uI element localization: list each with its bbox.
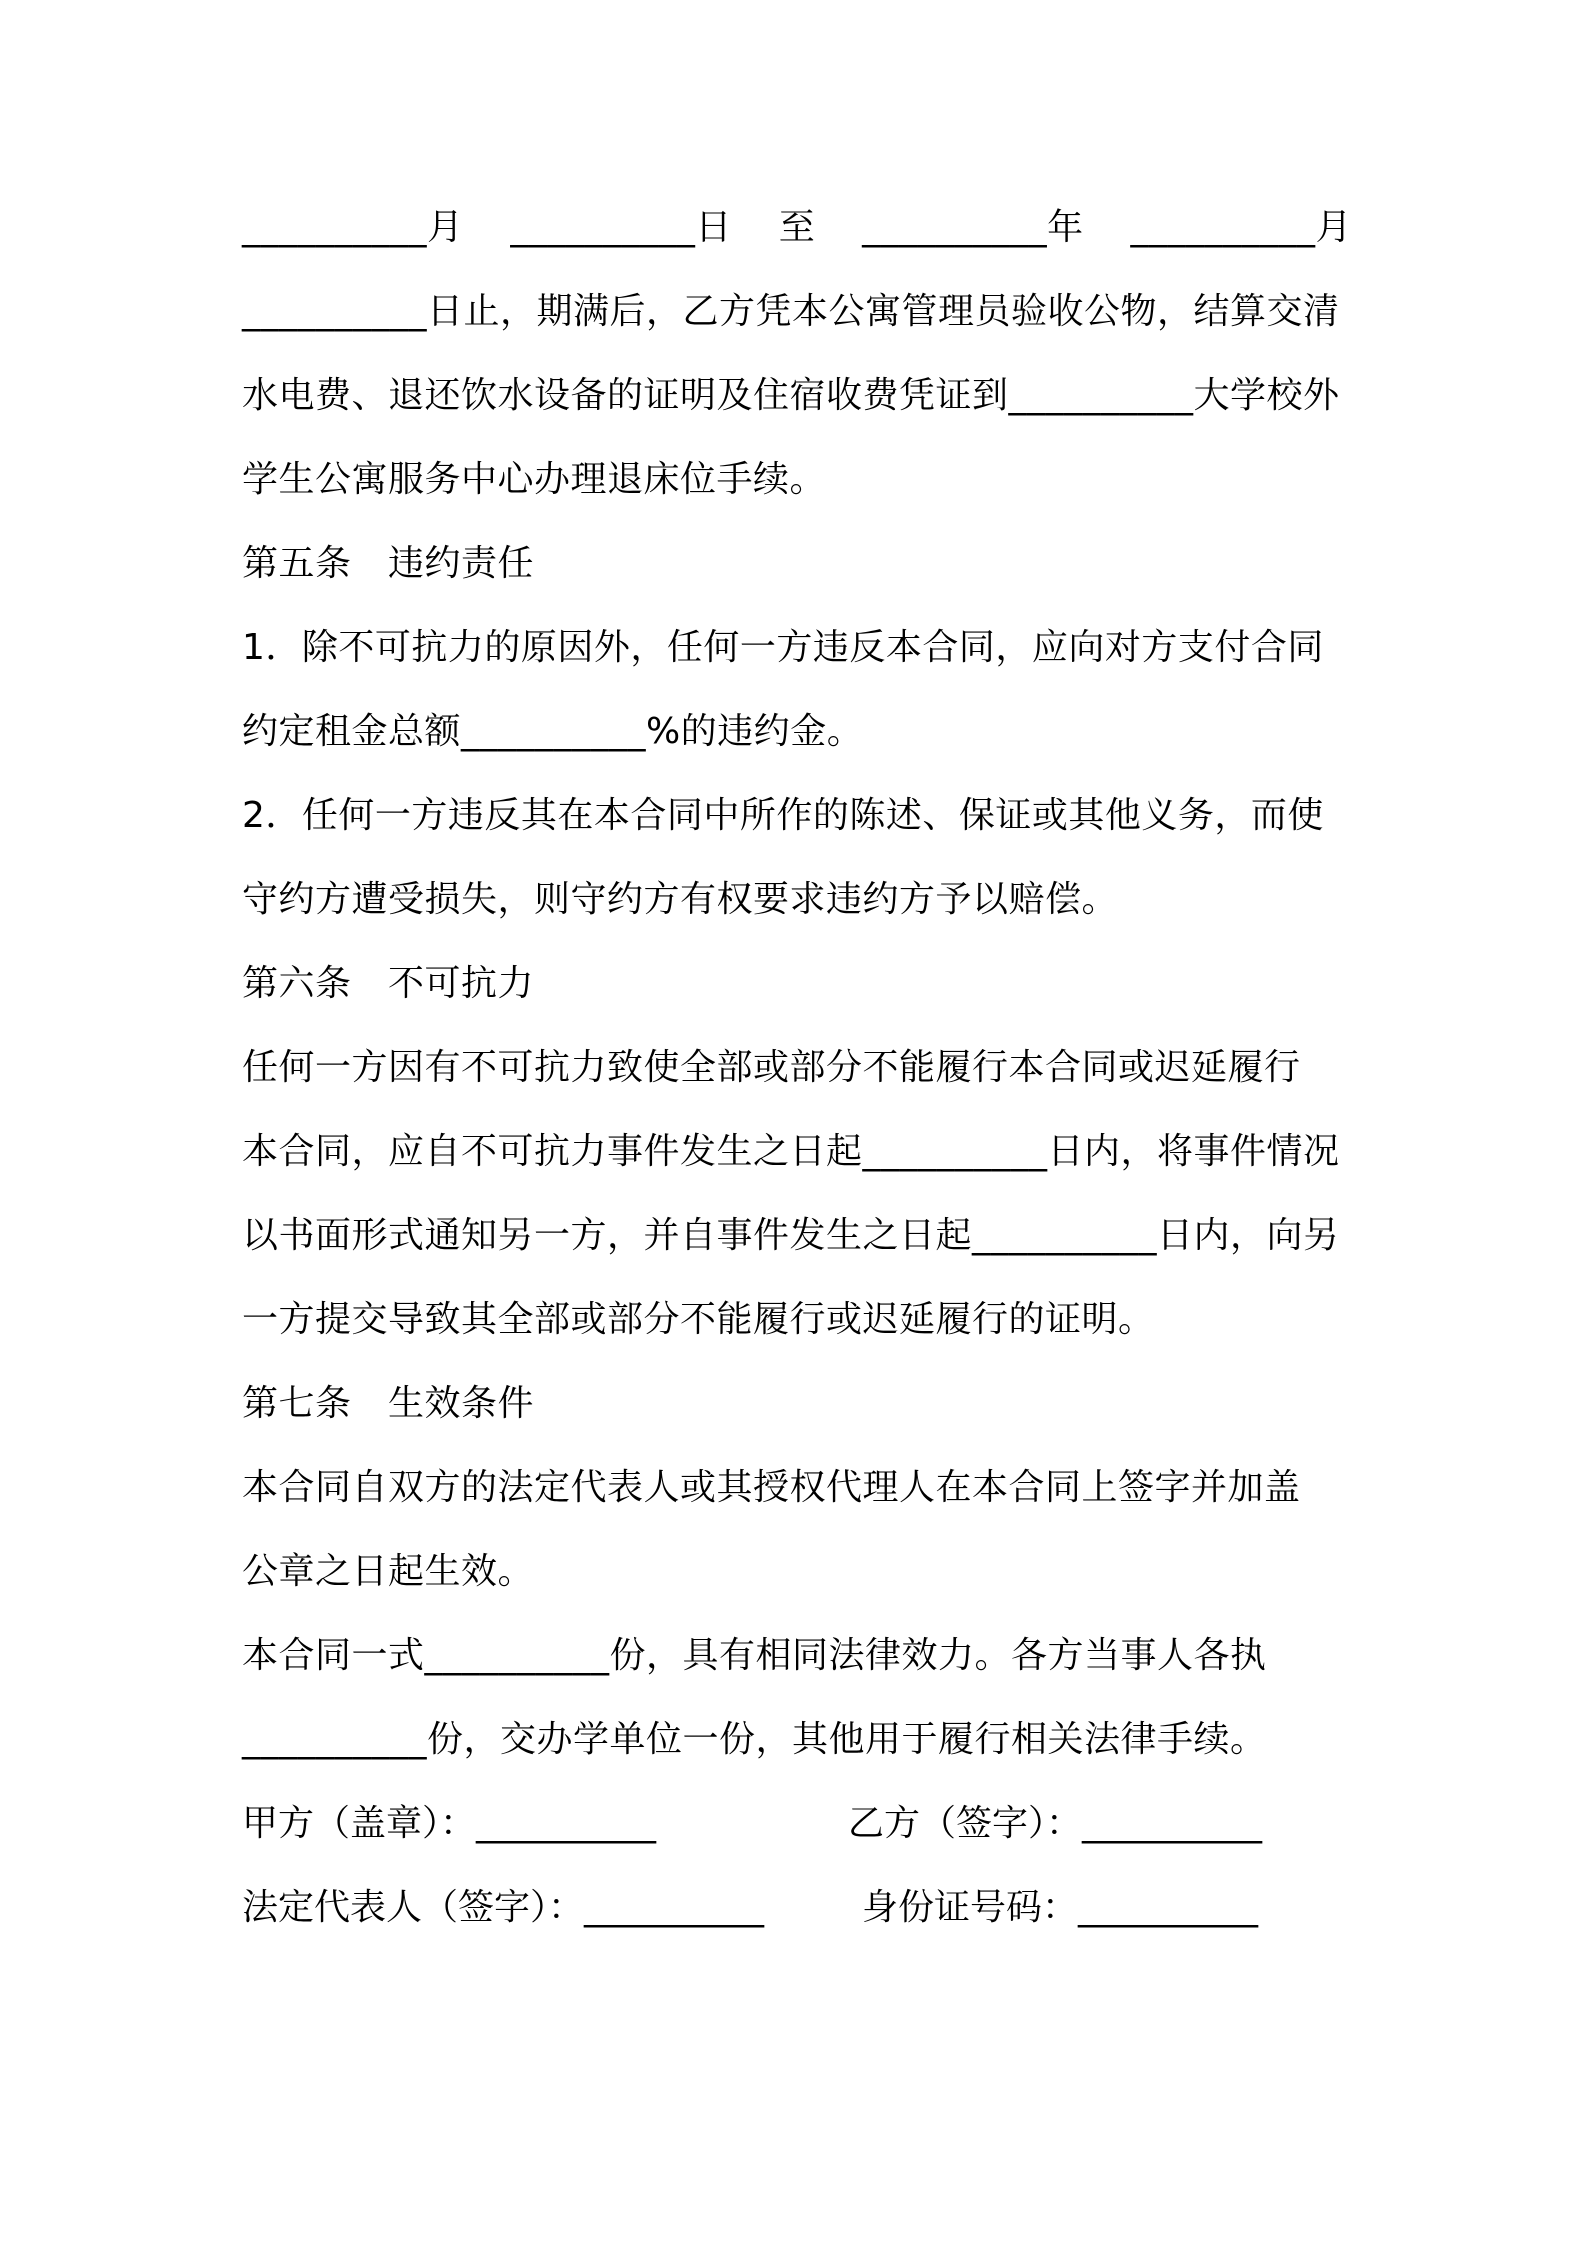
paragraph-line: 学生公寓服务中心办理退床位手续。 <box>242 459 827 500</box>
party-a-seal-field: 甲方（盖章）：__________ <box>242 1803 657 1844</box>
paragraph-line: 公章之日起生效。 <box>242 1551 535 1592</box>
article-6-title: 第六条 不可抗力 <box>242 963 535 1004</box>
paragraph-line: 本合同一式__________份，具有相同法律效力。各方当事人各执 <box>242 1635 1267 1676</box>
paragraph-line: 本合同自双方的法定代表人或其授权代理人在本合同上签字并加盖 <box>242 1467 1301 1508</box>
paragraph-line: 1．除不可抗力的原因外，任何一方违反本合同，应向对方支付合同 <box>242 627 1324 668</box>
blank-day-1: __________日 <box>510 207 732 248</box>
paragraph-line: 以书面形式通知另一方，并自事件发生之日起__________日内，向另 <box>242 1215 1340 1256</box>
paragraph-line: 约定租金总额__________%的违约金。 <box>242 711 864 752</box>
blank-month-1: __________月 <box>242 207 464 248</box>
paragraph-line: 一方提交导致其全部或部分不能履行或迟延履行的证明。 <box>242 1299 1155 1340</box>
party-b-signature-field: 乙方（签字）：__________ <box>848 1803 1263 1844</box>
paragraph-line: __________份，交办学单位一份，其他用于履行相关法律手续。 <box>242 1719 1267 1760</box>
word-to: 至 <box>778 207 816 248</box>
paragraph-line: 本合同，应自不可抗力事件发生之日起__________日内，将事件情况 <box>242 1131 1340 1172</box>
paragraph-line: __________日止，期满后，乙方凭本公寓管理员验收公物，结算交清 <box>242 291 1340 332</box>
paragraph-line: 水电费、退还饮水设备的证明及住宿收费凭证到__________大学校外 <box>242 375 1340 416</box>
date-range-line <box>242 198 1352 258</box>
id-number-field: 身份证号码：__________ <box>862 1887 1259 1928</box>
blank-month-2: __________月 <box>1130 207 1352 248</box>
article-7-title: 第七条 生效条件 <box>242 1383 535 1424</box>
blank-year-2: __________年 <box>862 207 1084 248</box>
article-5-title: 第五条 违约责任 <box>242 543 535 584</box>
paragraph-line: 守约方遭受损失，则守约方有权要求违约方予以赔偿。 <box>242 879 1119 920</box>
legal-rep-signature-field: 法定代表人（签字）：__________ <box>242 1887 765 1928</box>
paragraph-line: 2．任何一方违反其在本合同中所作的陈述、保证或其他义务，而使 <box>242 795 1324 836</box>
paragraph-line: 任何一方因有不可抗力致使全部或部分不能履行本合同或迟延履行 <box>242 1047 1301 1088</box>
